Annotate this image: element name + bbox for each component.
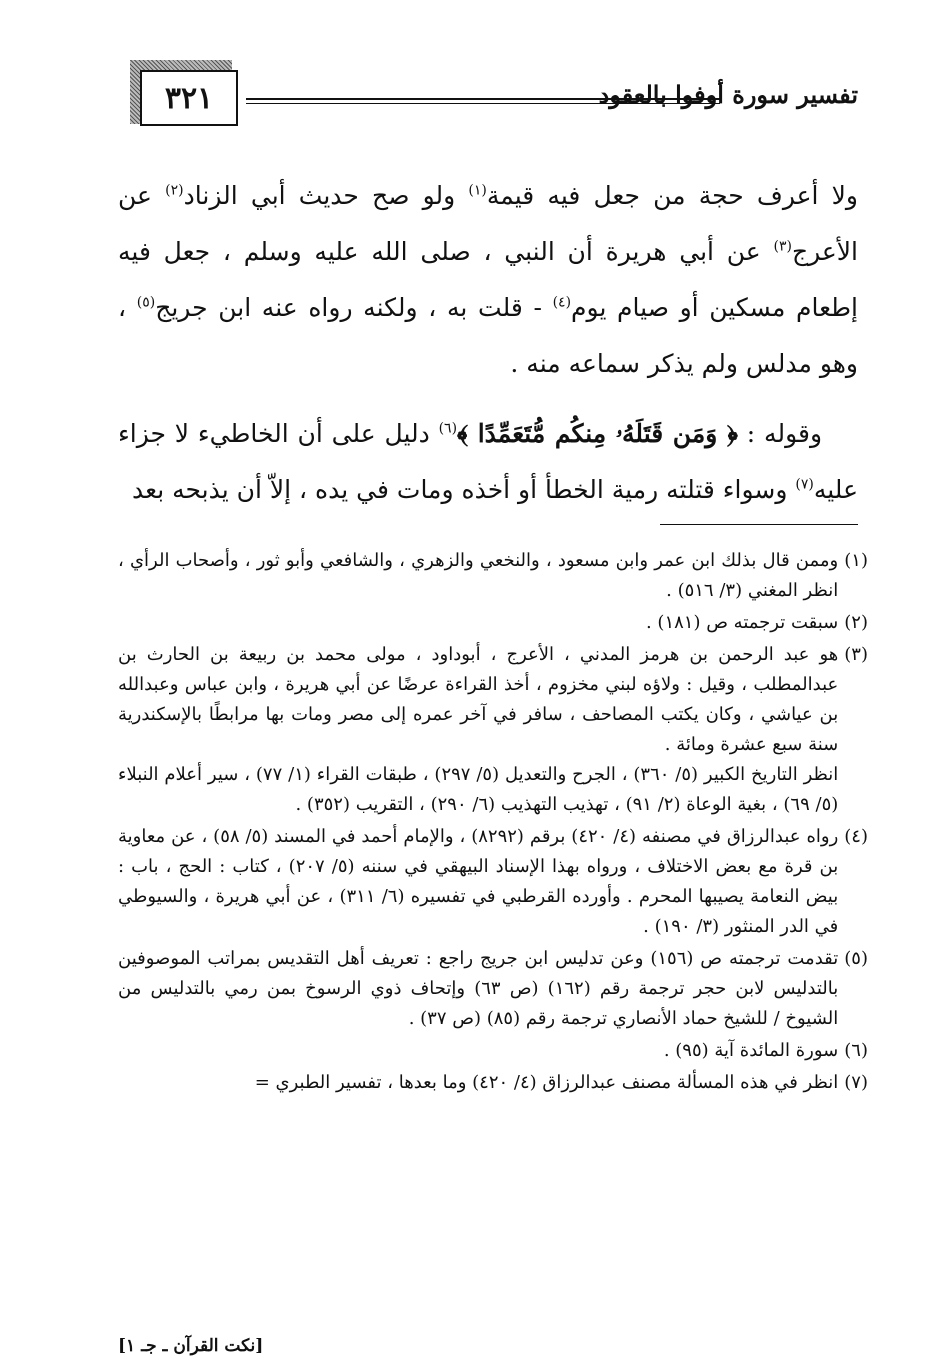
footnote-ref-1: (١) [468, 182, 487, 199]
footnote-text: وممن قال بذلك ابن عمر وابن مسعود ، والنخعي والزهري ، والشافعي وأبو ثور ، وأصحاب الرأي ، انظر المغني (٣/ ٥١٦) . [118, 550, 839, 601]
footnote-separator [660, 524, 858, 525]
text-segment: - قلت به ، ولكنه رواه عنه ابن جريج [155, 293, 553, 322]
footnote-references: انظر التاريخ الكبير (٥/ ٣٦٠) ، الجرح والتعديل (٥/ ٢٩٧) ، طبقات القراء (١/ ٧٧) ، سير أعلام النبلاء (٥/ ٦٩) ، بغية الوعاة (٢/ ٩١) ، تهذيب التهذيب (٦/ ٢٩٠) ، التقريب (٣٥٢) . [118, 764, 839, 815]
footnote-number: (٢) [844, 612, 868, 633]
footnote-ref-5: (٥) [136, 294, 156, 311]
footnote-4 [118, 822, 868, 942]
text-segment: ولا أعرف حجة من جعل فيه قيمة [486, 181, 859, 210]
footer-signature: [نكت القرآن ـ جـ ١] [118, 1336, 264, 1356]
running-title: تفسير سورة أوفوا بالعقود [598, 80, 858, 109]
paragraph-1 [118, 168, 858, 392]
footnote-5 [118, 944, 868, 1034]
page-header [118, 60, 858, 130]
footnote-number: (٦) [844, 1040, 868, 1061]
main-text [118, 168, 858, 518]
paragraph-2 [118, 406, 858, 518]
footnote-number: (٧) [844, 1072, 868, 1093]
footnote-text: تقدمت ترجمته ص (١٥٦) وعن تدليس ابن جريج راجع : تعريف أهل التقديس بمراتب الموصوفين بالتدليس لابن حجر ترجمة رقم (١٦٢) (ص ٦٣) وإتحاف ذوي الرسوخ بمن رمي بالتدليس من الشيوخ / للشيخ حماد الأنصاري ترجمة رقم (٨٥) (ص ٣٧) . [118, 948, 839, 1029]
page-number: ٣٢١ [140, 70, 238, 126]
footnote-text-group [118, 640, 838, 820]
text-segment: دليل على أن الخاطيء لا جزاء عليه [118, 419, 858, 504]
footnote-text: انظر في هذه المسألة مصنف عبدالرزاق (٤/ ٤٢٠) وما بعدها ، تفسير الطبري = [254, 1072, 839, 1093]
footnote-text: هو عبد الرحمن بن هرمز المدني ، الأعرج ، أبوداود ، مولى محمد بن ربيعة بن الحارث بن عبدالمطلب ، وقيل : ولاؤه لبني مخزوم ، أخذ القراءة عرضًا عن أبي هريرة ، وابن عباس وعبدالله بن عياشي ، وكان يكتب المصاحف ، سافر في آخر عمره إلى مصر ومات بها مرابطًا بالإسكندرية سنة سبع عشرة ومائة . [118, 644, 839, 755]
footnote-ref-3: (٣) [773, 238, 792, 255]
text-segment: عن أبي هريرة أن النبي ، صلى الله عليه وسلم ، جعل فيه إطعام مسكين أو صيام يوم [118, 237, 858, 322]
footnote-number: (١) [844, 550, 868, 571]
text-segment: ، وهو مدلس ولم يذكر سماعه منه . [118, 293, 858, 378]
footnote-number: (٥) [844, 948, 868, 969]
footnote-3 [118, 640, 868, 820]
footnote-7 [118, 1068, 868, 1098]
footnote-2 [118, 608, 868, 638]
quran-verse: ﴿ وَمَن قَتَلَهُۥ مِنكُم مُّتَعَمِّدًا ﴾ [457, 419, 738, 448]
footnote-text: سورة المائدة آية (٩٥) . [663, 1040, 839, 1061]
text-segment: ولو صح حديث أبي الزناد [183, 181, 469, 210]
footnote-6 [118, 1036, 868, 1066]
footnote-ref-6: (٦) [438, 420, 458, 437]
text-segment: وسواء قتلته رمية الخطأ أو أخذه ومات في يده ، إلاّ أن يذبحه بعد [132, 475, 796, 504]
footnote-1 [118, 546, 868, 606]
footnote-text: رواه عبدالرزاق في مصنفه (٤/ ٤٢٠) برقم (٨٢٩٢) ، والإمام أحمد في المسند (٥/ ٥٨) ، عن معاوية بن قرة مع بعض الاختلاف ، ورواه بهذا الإسناد البيهقي في سننه (٥/ ٢٠٧) ، كتاب : الحج ، باب : بيض النعامة يصيبها المحرم . وأورده القرطبي في تفسيره (٦/ ٣١١) ، عن أبي هريرة ، والسيوطي في الدر المنثور (٣/ ١٩٠) . [118, 826, 839, 937]
footnote-number: (٤) [844, 826, 868, 847]
text-segment: عن الأعرج [118, 181, 858, 266]
footnote-ref-7: (٧) [795, 476, 814, 493]
footnotes [118, 546, 868, 1100]
footnote-text: سبقت ترجمته ص (١٨١) . [645, 612, 839, 633]
footnote-ref-2: (٢) [165, 182, 184, 199]
text-segment: وقوله : [737, 419, 823, 448]
footnote-number: (٣) [844, 644, 868, 665]
footnote-ref-4: (٤) [552, 294, 572, 311]
